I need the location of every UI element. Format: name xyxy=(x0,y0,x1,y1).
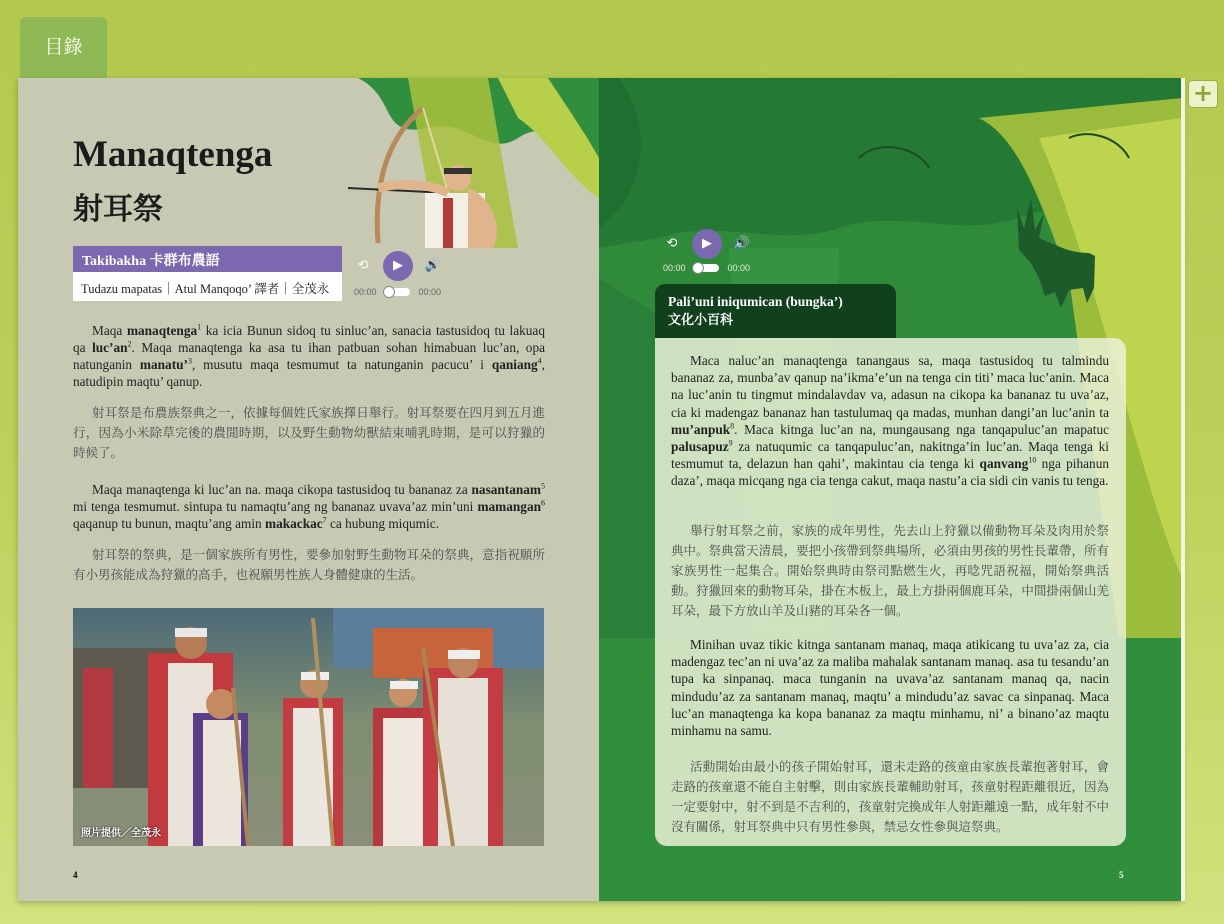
audio-current-time: 00:00 xyxy=(663,263,686,273)
info-paragraph-bunun-1: Maca naluc’an manaqtenga tanangaus sa, maqa tastusidoq tu talmindu bananaz za, munba’av qanup na’ikma’e’un na tenga cin titi’ maca luc’anin. Maca na luc’anin tu tingmut mindalavdav va, adasun na cikopa ka bananaz tu uva’az, cia ki madengaz bananaz han tastulumaq qa madas, munhan dangi’an luc’anin ta mu’anpuk$^8$. Maca kitnga luc’an na, mungausang nga tanqapuluc’an mapatuc palusapuz$^9$ za natuqumic ca tanqapuluc’an, nakitnga’in luc’an. Maqa tenga ki tesmumut ta, delazun han qahi’, makintau cia tenga ki qanvang$^{10}$ nga pihanun daza’, maqa micqang nga cia tenga cakut, maqa nastu’a cia sidi cin vanis tu tenga. xyxy=(671,353,1110,489)
author-credit: Tudazu mapatas｜Atul Manqoqo’ 譯者｜全茂永 xyxy=(73,272,342,301)
archer-illustration xyxy=(318,78,599,248)
info-box-title xyxy=(655,284,896,338)
paragraph-zh-2: 射耳祭的祭典，是一個家族所有男性，要參加射野生動物耳朵的祭典，意指祝願所有小男孩能成為狩獵的高手，也祝願男性族人身體健康的生活。 xyxy=(73,547,545,582)
info-title-zh: 文化小百科 xyxy=(668,313,734,328)
right-page xyxy=(599,78,1182,901)
page-number-left: 4 xyxy=(73,870,78,880)
info-paragraph-bunun-2: Minihan uvaz tikic kitnga santanam manaq, maqa atikicang tu uva’az za, cia madengaz tec’an ni uva’az za maliba mahalak santanam manaq. asa tu tesandu’an tupa ka sinpanaq. maca tunganin na uvava’az santanam manaq qa, nacin mindudu’az za santanam manaq, maqtu’ a mindudu’az savac ca sinpanaq. Maca luc’an manaqtenga ka kopa bananaz za maqtu minhamu, ni’ a binano’az maqtu minhamu na samu. xyxy=(671,637,1109,739)
page-title-latin: Manaqtenga xyxy=(73,134,273,175)
audio-timebar-right xyxy=(663,263,750,273)
plus-icon: + xyxy=(1192,79,1214,107)
audio-duration: 00:00 xyxy=(727,263,751,273)
volume-icon[interactable]: 🔊 xyxy=(733,236,751,251)
add-button[interactable] xyxy=(1188,80,1218,108)
audio-player-right xyxy=(663,229,751,259)
photo-credit: 照片提供／全茂永 xyxy=(81,828,161,839)
audio-seek-slider[interactable] xyxy=(695,264,719,272)
replay-icon[interactable]: ⟲ xyxy=(666,236,678,251)
audio-timebar-left xyxy=(354,287,441,297)
volume-icon[interactable]: 🔊 xyxy=(424,258,442,273)
replay-icon[interactable]: ⟲ xyxy=(357,258,369,273)
ceremony-photo xyxy=(73,608,544,846)
page-edge xyxy=(1181,78,1185,901)
audio-current-time: 00:00 xyxy=(354,287,377,297)
info-paragraph-zh-2: 活動開始由最小的孩子開始射耳，還未走路的孩童由家族長輩抱著射耳，會走路的孩童還不能自主射擊，則由家族長輩輔助射耳，孩童射程距離很近，因為一定要射中，射不到是不吉利的，孩童射完換成年人射距離遠一點，成年射不中沒有關係，射耳祭典中只有男性參與，禁忌女性參與這祭典。 xyxy=(671,759,1109,834)
audio-seek-slider[interactable] xyxy=(386,288,410,296)
paragraph-bunun-1: Maqa manaqtenga$^1$ ka icia Bunun sidoq tu sinluc’an, sanacia tastusidoq tu lakuaq qa $luc’an^2$. Maqa manaqtenga ka asa tu ihan patbuan sohan himabuan luc’an, opa natunganin manatu’$^3$, musutu maqa tesmumut ta natunganin pacucu’ i qaniang$^4$, natudipin maqtu’ qanup. xyxy=(73,322,545,389)
info-paragraph-zh-1: 舉行射耳祭之前，家族的成年男性，先去山上狩獵以備動物耳朵及肉用於祭典中。祭典當天清晨，要把小孩帶到祭典場所，必須由男孩的男性長輩帶，所有家族男性一起集合。開始祭典時由祭司點燃生火，再唸咒語祝福，開始祭典活動。狩獵回來的動物耳朵，掛在木板上，最上方掛兩個鹿耳朵，中間掛兩個山羌耳朵，最下方放山羊及山豬的耳朵各一個。 xyxy=(671,523,1109,618)
paragraph-bunun-2: Maqa manaqtenga ki luc’an na. maqa cikopa tastusidoq tu bananaz za nasantanam$^5$ mi tenga tesmumut. sintupa tu namaqtu’ang ng bananaz uvava’az min’uni mamangan$^6$ qaqanup tu bunun, maqtu’ang amin makackac$^7$ ca hubung miqumic. xyxy=(73,481,545,531)
play-button[interactable]: ▶ xyxy=(383,251,413,281)
left-page xyxy=(18,78,599,901)
info-title-bunun: Pali’uni iniqumican (bungka’) xyxy=(668,294,843,309)
toc-tab[interactable]: 目錄 xyxy=(20,17,107,79)
page-number-right: 5 xyxy=(1119,870,1124,880)
audio-player-left xyxy=(354,251,442,281)
paragraph-zh-1: 射耳祭是布農族祭典之一，依據每個姓氏家族擇日舉行。射耳祭要在四月到五月進行，因為小米除草完後的農閒時期，以及野生動物幼獸結束哺乳時期，是可以狩獵的時候了。 xyxy=(73,405,545,460)
audio-duration: 00:00 xyxy=(418,287,442,297)
book-spread xyxy=(18,78,1182,901)
play-button[interactable]: ▶ xyxy=(692,229,722,259)
page-title-zh: 射耳祭 xyxy=(73,192,163,227)
language-label: Takibakha 卡群布農語 xyxy=(73,246,342,272)
